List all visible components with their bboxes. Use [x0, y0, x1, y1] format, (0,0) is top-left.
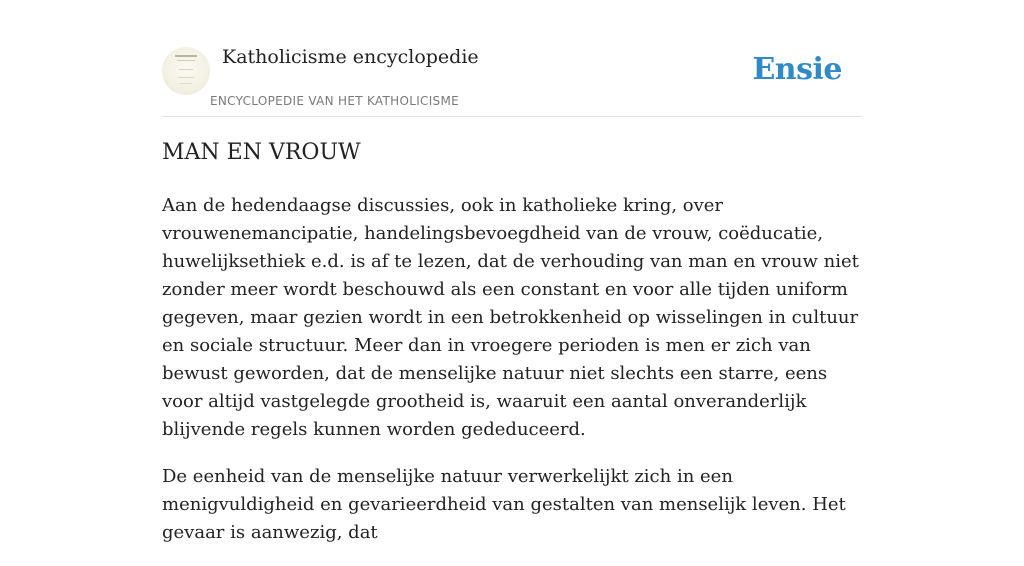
logo-line	[178, 77, 194, 78]
article-paragraph: De eenheid van de menselijke natuur verwerkelijkt zich in een menigvuldigheid en gevarieerdheid van gestalten van menselijk leven. Het gevaar is aanwezig, dat	[162, 466, 846, 543]
site-header	[162, 40, 862, 117]
article-title: MAN EN VROUW	[162, 140, 361, 165]
article-paragraph: Aan de hedendaagse discussies, ook in katholieke kring, over vrouwenemancipatie, handelingsbevoegdheid van de vrouw, coëducatie, huwelijksethiek e.d. is af te lezen, dat de verhouding van man en vrouw niet zonder meer wordt beschouwd als een constant en voor alle tijden uniform gegeven, maar gezien wordt in een betrokkenheid op wisselingen in cultuur en sociale structuur. Meer dan in vroegere perioden is men er zich van bewust geworden, dat de menselijke natuur niet slechts een starre, eens voor altijd vastgelegde grootheid is, waaruit een aantal onveranderlijk blijvende regels kunnen worden gededuceerd.	[162, 195, 859, 440]
logo-line	[175, 55, 197, 57]
article-body	[162, 192, 862, 566]
site-subtitle: ENCYCLOPEDIE VAN HET KATHOLICISME	[210, 94, 459, 108]
encyclopedia-cover-icon[interactable]	[162, 47, 210, 95]
ensie-logo-link[interactable]: Ensie	[752, 52, 842, 87]
logo-line	[177, 60, 195, 61]
logo-line	[179, 69, 193, 70]
logo-line	[180, 83, 192, 84]
site-title-link[interactable]: Katholicisme encyclopedie	[222, 46, 479, 68]
